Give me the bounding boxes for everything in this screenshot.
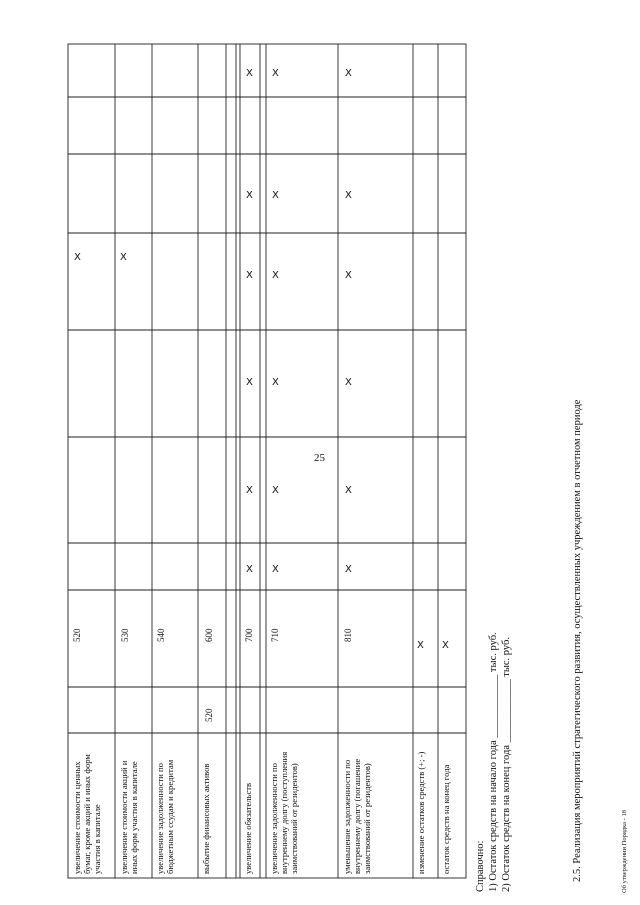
footer-note: Об утверждении Порядка - 18 <box>621 810 628 893</box>
x-mark: X <box>272 270 279 281</box>
x-mark: X <box>246 190 253 201</box>
x-mark: X <box>345 564 352 575</box>
x-mark: X <box>246 68 253 79</box>
x-mark: X <box>272 68 279 79</box>
reference-line-2: 2) Остаток средств на конец года ____________ тыс. руб. <box>501 637 512 892</box>
row-code-1: 530 <box>120 628 130 642</box>
row-code-6: 710 <box>270 628 280 642</box>
x-mark: X <box>272 377 279 388</box>
reference-line-1: 1) Остаток средств на начало года ____________ тыс. руб. <box>488 632 499 892</box>
page-number: 25 <box>314 452 325 464</box>
x-mark: X <box>272 485 279 496</box>
reference-block <box>474 632 513 892</box>
x-mark: X <box>246 485 253 496</box>
x-mark: X <box>246 564 253 575</box>
row-code-7: 810 <box>343 628 353 642</box>
row-code-3: 600 <box>204 628 214 642</box>
row-code-0: 520 <box>72 628 82 642</box>
reference-title: Справочно: <box>475 840 486 892</box>
section-heading: 2.5. Реализация мероприятий стратегического развития, осуществленных учреждением в отчетном периоде <box>572 399 583 882</box>
x-mark: X <box>246 377 253 388</box>
row-code-5: 700 <box>244 628 254 642</box>
x-mark: X <box>442 640 449 651</box>
x-mark: X <box>74 252 81 263</box>
x-mark: X <box>246 270 253 281</box>
x-mark: X <box>272 564 279 575</box>
x-mark: X <box>345 190 352 201</box>
x-mark: X <box>345 377 352 388</box>
x-mark: X <box>417 640 424 651</box>
row-code-col1: 520 <box>204 708 214 722</box>
x-mark: X <box>345 68 352 79</box>
x-mark: X <box>272 190 279 201</box>
row-code-2: 540 <box>156 628 166 642</box>
x-mark: X <box>345 485 352 496</box>
x-mark: X <box>120 252 127 263</box>
x-mark: X <box>345 270 352 281</box>
